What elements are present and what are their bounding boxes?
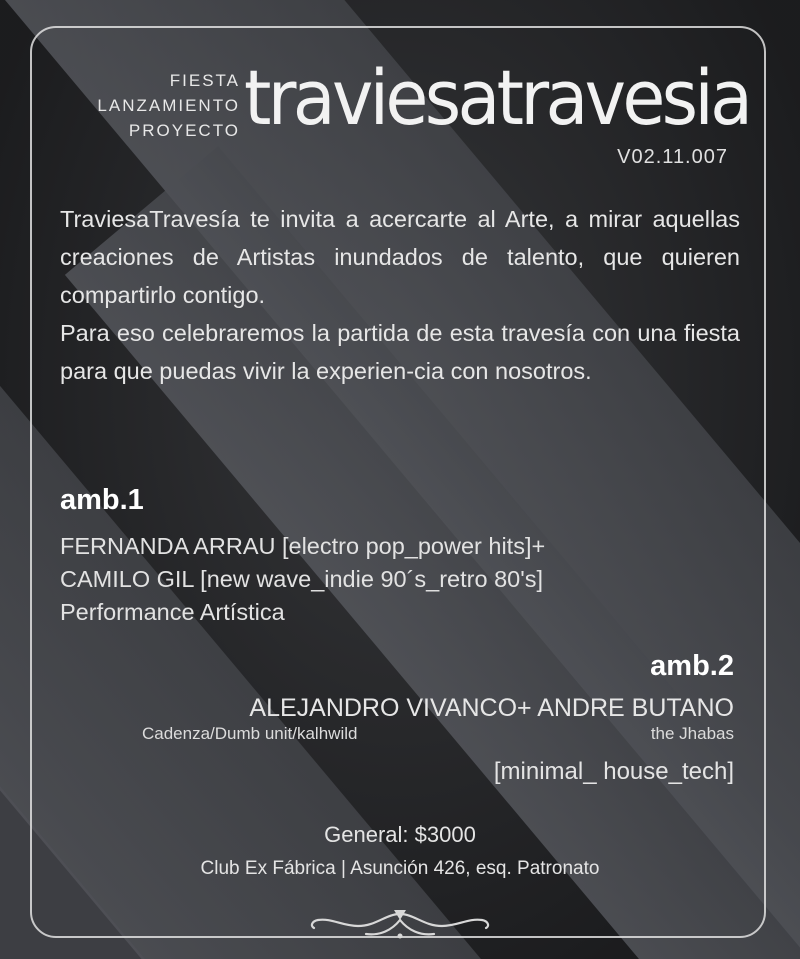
lineup-line: CAMILO GIL [new wave_indie 90´s_retro 80's]: [60, 566, 543, 592]
event-type-label: [60, 68, 240, 143]
ornament-flourish-icon: [306, 906, 494, 944]
fiesta-line: FIESTA: [169, 71, 240, 90]
amb2-labels: Cadenza/Dumb unit/kalhwild: [142, 724, 358, 743]
invitation-paragraph: Para eso celebraremos la partida de esta travesía con una fiesta para que puedas vivir la experien-cia con nosotros.: [60, 320, 740, 384]
invitation-paragraph: TraviesaTravesía te invita a acercarte al Arte, a mirar aquellas creaciones de Artistas inundados de talento, que quieren compartirlo contigo.: [60, 206, 740, 308]
amb1-title: amb.1: [60, 484, 144, 516]
venue-address: Club Ex Fábrica | Asunción 426, esq. Patronato: [200, 858, 600, 879]
ticket-price: General: $3000: [324, 822, 476, 847]
lanzamiento-line: LANZAMIENTO: [97, 96, 240, 115]
lineup-line: FERNANDA ARRAU [electro pop_power hits]+: [60, 533, 546, 559]
logo-wordmark: traviesatravesia: [244, 53, 750, 142]
amb2-headliner: ALEJANDRO VIVANCO+ ANDRE BUTANO: [249, 694, 734, 722]
amb2-collective: the Jhabas: [650, 724, 734, 743]
amb2-genre: [minimal_ house_tech]: [493, 758, 734, 785]
proyecto-line: PROYECTO: [128, 121, 240, 140]
version-label: V02.11.007: [617, 146, 728, 168]
amb2-title: amb.2: [650, 650, 734, 682]
invitation-text: [60, 200, 740, 390]
lineup-line: Performance Artística: [60, 599, 285, 625]
amb1-lineup: [60, 530, 760, 629]
